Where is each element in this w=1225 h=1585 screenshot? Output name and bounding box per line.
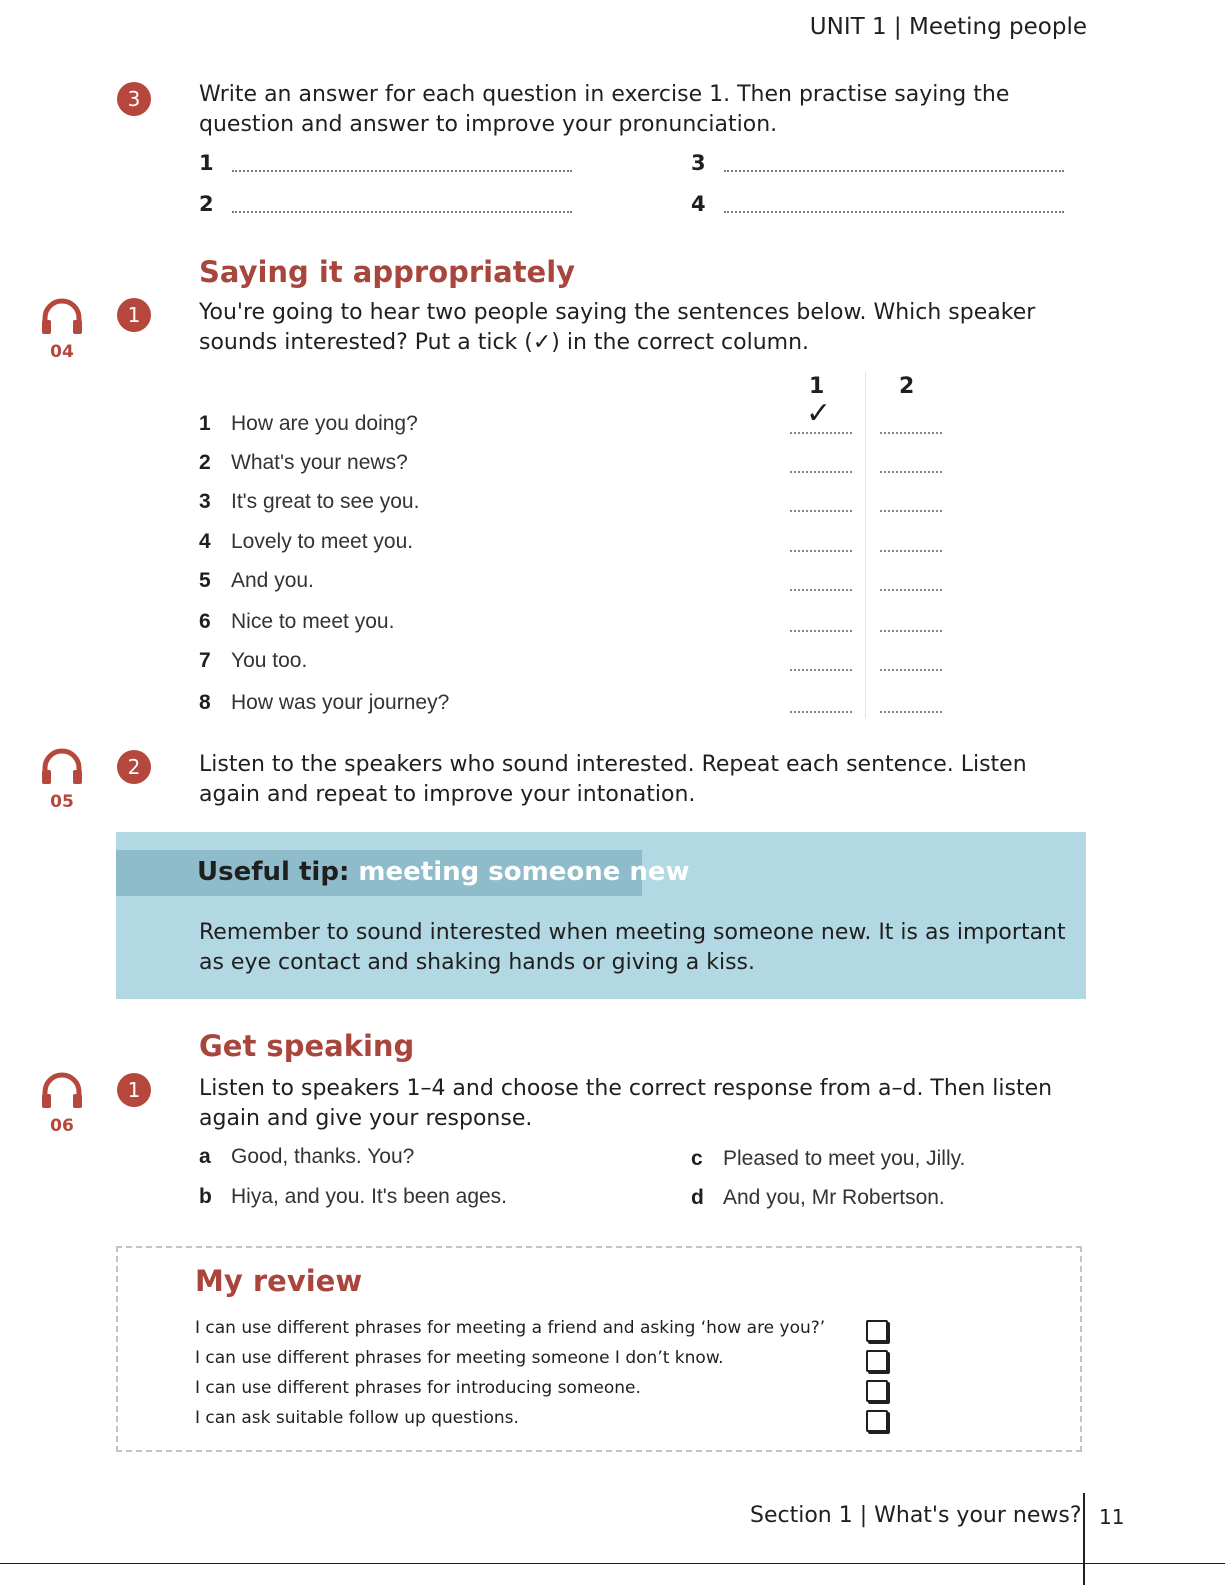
useful-tip-label: Useful tip: (197, 857, 350, 887)
response-text: Pleased to meet you, Jilly. (723, 1147, 966, 1170)
exercise-number-badge: 3 (117, 82, 151, 116)
answer-line[interactable] (724, 170, 1064, 172)
sentence-number: 8 (199, 691, 211, 714)
audio-track[interactable] (32, 746, 92, 812)
bottom-rule (0, 1563, 1225, 1564)
sentence-row (199, 691, 449, 715)
sentence-row (199, 490, 419, 514)
footer-divider (1083, 1493, 1085, 1585)
exercise-instruction: Listen to speakers 1–4 and choose the correct response from a–d. Then listen again and give your response. (199, 1076, 1053, 1131)
response-option (691, 1186, 945, 1210)
review-checkbox[interactable] (866, 1380, 888, 1402)
answer-number: 1 (199, 151, 214, 175)
exercise-instruction: You're going to hear two people saying the sentences below. Which speaker sounds interested? Put a tick (✓) in the correct column. (199, 300, 1036, 355)
response-text: Hiya, and you. It's been ages. (231, 1185, 508, 1208)
response-option (199, 1185, 507, 1209)
tick-answer-line[interactable] (790, 510, 852, 512)
useful-tip-topic: meeting someone new (358, 857, 690, 887)
headphones-icon (40, 746, 84, 786)
sentence-row (199, 412, 418, 436)
sentence-number: 3 (199, 490, 211, 513)
tick-answer-line[interactable] (790, 630, 852, 632)
useful-tip-body: Remember to sound interested when meeting someone new. It is as important as eye contact and shaking hands or giving a kiss. (199, 920, 1066, 975)
tick-answer-line[interactable] (880, 550, 942, 552)
sentence-number: 2 (199, 451, 211, 474)
audio-track[interactable] (32, 296, 92, 362)
response-text: Good, thanks. You? (231, 1145, 415, 1168)
answer-line[interactable] (232, 170, 572, 172)
tick-answer-line[interactable] (790, 589, 852, 591)
page-header: UNIT 1 | Meeting people (809, 14, 1087, 40)
answer-number: 4 (691, 192, 706, 216)
response-option (691, 1147, 965, 1171)
audio-track[interactable] (32, 1070, 92, 1136)
sentence-row (199, 569, 314, 593)
tick-answer-line[interactable] (790, 669, 852, 671)
useful-tip-title (197, 857, 690, 887)
review-checkbox[interactable] (866, 1320, 888, 1342)
audio-track-number: 04 (50, 342, 74, 362)
sentence-text: How was your journey? (231, 691, 450, 714)
tick-answer-line[interactable] (880, 711, 942, 713)
answer-number: 3 (691, 151, 706, 175)
sentence-number: 6 (199, 610, 211, 633)
headphones-icon (40, 296, 84, 336)
review-item: I can use different phrases for meeting someone I don’t know. (195, 1348, 724, 1368)
sentence-number: 1 (199, 412, 211, 435)
review-item: I can use different phrases for introducing someone. (195, 1378, 641, 1398)
sentence-number: 7 (199, 649, 211, 672)
response-text: And you, Mr Robertson. (723, 1186, 945, 1209)
response-option (199, 1145, 414, 1169)
sentence-text: It's great to see you. (231, 490, 420, 513)
sentence-row (199, 649, 307, 673)
section-title: Saying it appropriately (199, 255, 576, 289)
response-letter: c (691, 1147, 703, 1170)
tick-answer-line[interactable] (880, 510, 942, 512)
review-checkbox[interactable] (866, 1410, 888, 1432)
exercise-number-badge: 1 (117, 1073, 151, 1107)
section-title: Get speaking (199, 1029, 415, 1063)
response-letter: a (199, 1145, 211, 1168)
tick-answer-line[interactable] (790, 711, 852, 713)
sentence-text: Lovely to meet you. (231, 530, 414, 553)
answer-line[interactable] (232, 211, 572, 213)
answer-number: 2 (199, 192, 214, 216)
tick-answer-line[interactable] (880, 630, 942, 632)
exercise-number-badge: 1 (117, 298, 151, 332)
column-divider (865, 372, 866, 718)
exercise-instruction: Write an answer for each question in exercise 1. Then practise saying the question and answer to improve your pronunciation. (199, 82, 1010, 137)
sentence-number: 5 (199, 569, 211, 592)
sentence-text: How are you doing? (231, 412, 418, 435)
sentence-row (199, 451, 408, 475)
review-title: My review (195, 1264, 363, 1298)
exercise-number-badge: 2 (117, 750, 151, 784)
tick-mark: ✓ (806, 396, 832, 431)
sentence-text: You too. (231, 649, 308, 672)
tick-answer-line[interactable] (880, 432, 942, 434)
tick-answer-line[interactable] (790, 471, 852, 473)
headphones-icon (40, 1070, 84, 1110)
tick-answer-line[interactable] (880, 471, 942, 473)
audio-track-number: 06 (50, 1116, 74, 1136)
column-header: 2 (899, 374, 915, 399)
response-letter: d (691, 1186, 704, 1209)
exercise-instruction: Listen to the speakers who sound interested. Repeat each sentence. Listen again and repeat to improve your intonation. (199, 752, 1027, 807)
tick-answer-line[interactable] (880, 669, 942, 671)
tick-answer-line[interactable] (790, 432, 852, 434)
sentence-text: What's your news? (231, 451, 408, 474)
response-letter: b (199, 1185, 212, 1208)
review-checkbox[interactable] (866, 1350, 888, 1372)
audio-track-number: 05 (50, 792, 74, 812)
review-item: I can use different phrases for meeting a friend and asking ‘how are you?’ (195, 1318, 826, 1338)
answer-line[interactable] (724, 211, 1064, 213)
sentence-row (199, 530, 413, 554)
sentence-text: And you. (231, 569, 314, 592)
sentence-row (199, 610, 394, 634)
sentence-number: 4 (199, 530, 211, 553)
sentence-text: Nice to meet you. (231, 610, 395, 633)
page-number: 11 (1099, 1505, 1125, 1529)
review-item: I can ask suitable follow up questions. (195, 1408, 519, 1428)
tick-answer-line[interactable] (790, 550, 852, 552)
tick-answer-line[interactable] (880, 589, 942, 591)
column-header: 1 (809, 374, 825, 399)
footer-section-title: Section 1 | What's your news? (750, 1503, 1082, 1528)
